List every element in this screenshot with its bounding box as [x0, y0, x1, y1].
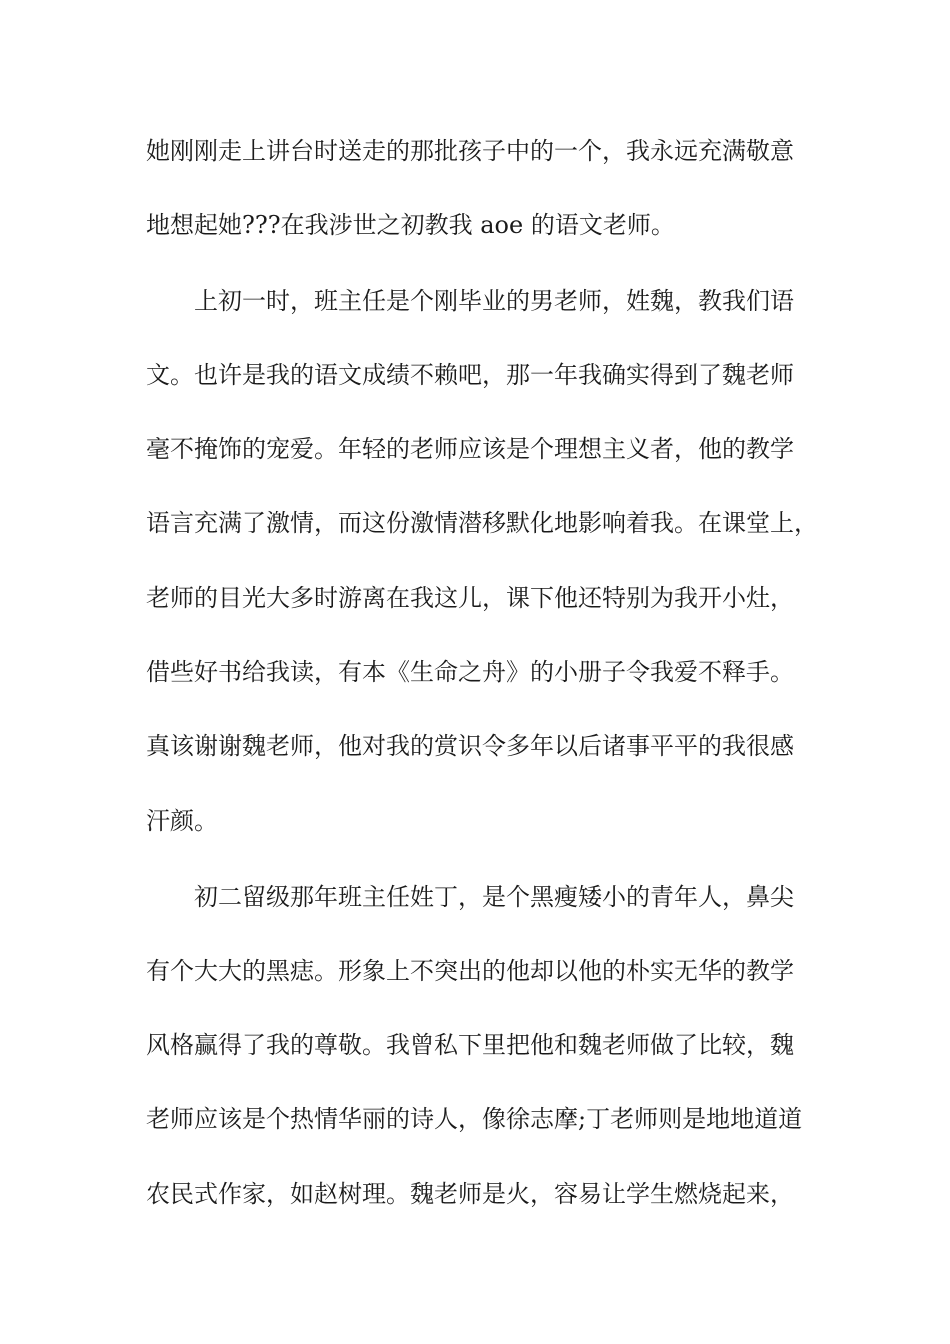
paragraph-start-line: 初二留级那年班主任姓丁，是个黑瘦矮小的青年人，鼻尖 — [194, 883, 794, 911]
text-line-6: 语言充满了激情，而这份激情潜移默化地影响着我。在课堂上， — [146, 509, 818, 537]
text-line-9: 真该谢谢魏老师，他对我的赏识令多年以后诸事平平的我很感 — [146, 732, 794, 760]
text-line-1: 她刚刚走上讲台时送走的那批孩子中的一个，我永远充满敬意 — [146, 137, 794, 165]
text-line-7: 老师的目光大多时游离在我这儿，课下他还特别为我开小灶， — [146, 584, 794, 612]
text-line-14: 老师应该是个热情华丽的诗人，像徐志摩;丁老师则是地地道道 — [146, 1105, 803, 1133]
paragraph-start-line: 上初一时，班主任是个刚毕业的男老师，姓魏，教我们语 — [194, 287, 794, 315]
text-line-2: 地想起她???在我涉世之初教我 aoe 的语文老师。 — [146, 211, 675, 239]
text-line-15: 农民式作家，如赵树理。魏老师是火，容易让学生燃烧起来， — [146, 1180, 794, 1208]
text-line-8: 借些好书给我读，有本《生命之舟》的小册子令我爱不释手。 — [146, 658, 794, 686]
text-line-13: 风格赢得了我的尊敬。我曾私下里把他和魏老师做了比较，魏 — [146, 1031, 794, 1059]
text-line-10: 汗颜。 — [146, 807, 218, 835]
text-line-5: 毫不掩饰的宠爱。年轻的老师应该是个理想主义者，他的教学 — [146, 435, 794, 463]
text-line-4: 文。也许是我的语文成绩不赖吧，那一年我确实得到了魏老师 — [146, 361, 794, 389]
text-line-12: 有个大大的黑痣。形象上不突出的他却以他的朴实无华的教学 — [146, 957, 794, 985]
